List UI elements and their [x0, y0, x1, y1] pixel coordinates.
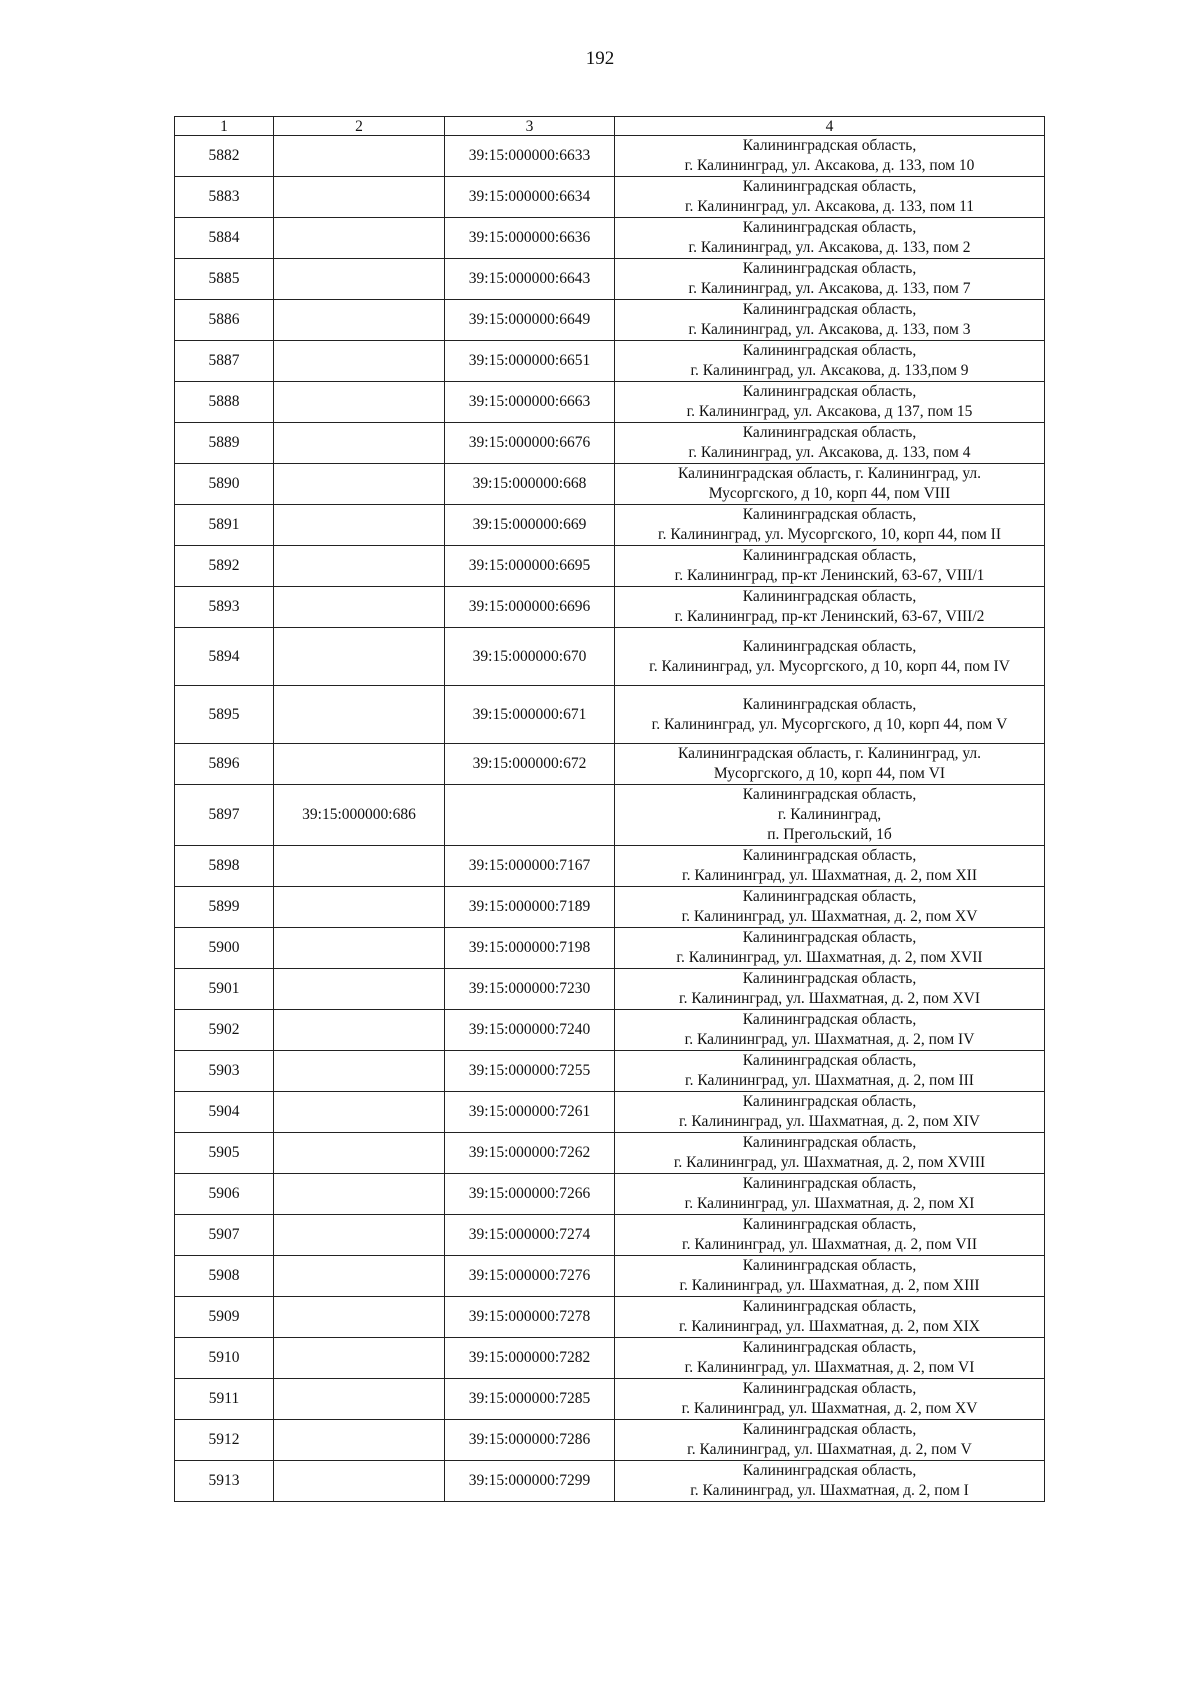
row-number-cell: 5886 — [175, 300, 274, 341]
cadastral-number-cell — [445, 785, 615, 846]
address-line: Калининградская область, г. Калининград, ул. — [677, 745, 982, 762]
cadastral-number-cell — [274, 177, 445, 218]
address-line: г. Калининград, ул. Аксакова, д. 133, пом 2 — [688, 239, 971, 256]
cadastral-number-cell: 39:15:000000:669 — [445, 505, 615, 546]
cadastral-number-cell: 39:15:000000:7261 — [445, 1092, 615, 1133]
address-line: Мусоргского, д 10, корп 44, пом VI — [713, 765, 946, 782]
row-number-cell: 5902 — [175, 1010, 274, 1051]
address-cell — [615, 628, 1045, 686]
cadastral-number-cell: 39:15:000000:668 — [445, 464, 615, 505]
address-line: Калининградская область, — [742, 301, 917, 318]
cadastral-number-cell: 39:15:000000:670 — [445, 628, 615, 686]
column-header-4: 4 — [615, 117, 1045, 136]
address-cell — [615, 218, 1045, 259]
cadastral-number-cell: 39:15:000000:6651 — [445, 341, 615, 382]
row-number-cell: 5910 — [175, 1338, 274, 1379]
cadastral-number-cell: 39:15:000000:686 — [274, 785, 445, 846]
table-body — [175, 136, 1045, 1502]
cadastral-number-cell — [274, 136, 445, 177]
row-number-cell: 5900 — [175, 928, 274, 969]
cadastral-number-cell: 39:15:000000:7266 — [445, 1174, 615, 1215]
address-line: Калининградская область, — [742, 1298, 917, 1315]
table-row — [175, 300, 1045, 341]
address-line: Калининградская область, — [742, 847, 917, 864]
address-line: Калининградская область, — [742, 1216, 917, 1233]
cadastral-number-cell — [274, 464, 445, 505]
address-cell — [615, 259, 1045, 300]
address-line: Калининградская область, — [742, 1462, 917, 1479]
cadastral-number-cell — [274, 1420, 445, 1461]
row-number-cell: 5895 — [175, 686, 274, 744]
row-number-cell: 5889 — [175, 423, 274, 464]
table-row — [175, 1256, 1045, 1297]
row-number-cell: 5882 — [175, 136, 274, 177]
table-header — [175, 117, 1045, 136]
table-row — [175, 546, 1045, 587]
table-row — [175, 1133, 1045, 1174]
address-line: Калининградская область, — [742, 342, 917, 359]
cadastral-number-cell — [274, 546, 445, 587]
address-cell — [615, 177, 1045, 218]
cadastral-number-cell: 39:15:000000:6643 — [445, 259, 615, 300]
cadastral-number-cell — [274, 887, 445, 928]
row-number-cell: 5906 — [175, 1174, 274, 1215]
table-row — [175, 1010, 1045, 1051]
address-cell — [615, 136, 1045, 177]
row-number-cell: 5888 — [175, 382, 274, 423]
address-line: Калининградская область, — [742, 383, 917, 400]
row-number-cell: 5913 — [175, 1461, 274, 1502]
column-header-1: 1 — [175, 117, 274, 136]
address-cell — [615, 1215, 1045, 1256]
address-line: Калининградская область, — [742, 1134, 917, 1151]
row-number-cell: 5899 — [175, 887, 274, 928]
address-cell — [615, 1092, 1045, 1133]
cadastral-number-cell — [274, 1133, 445, 1174]
table-row — [175, 1338, 1045, 1379]
cadastral-number-cell — [274, 628, 445, 686]
cadastral-number-cell — [274, 744, 445, 785]
address-cell — [615, 300, 1045, 341]
address-line: Калининградская область, — [742, 1011, 917, 1028]
cadastral-number-cell: 39:15:000000:6633 — [445, 136, 615, 177]
row-number-cell: 5892 — [175, 546, 274, 587]
address-cell — [615, 587, 1045, 628]
cadastral-number-cell — [274, 341, 445, 382]
cadastral-number-cell — [274, 218, 445, 259]
table-row — [175, 218, 1045, 259]
address-line: г. Калининград, ул. Шахматная, д. 2, пом VI — [684, 1359, 975, 1376]
registry-table — [174, 116, 1045, 1502]
address-line: г. Калининград, — [777, 806, 882, 823]
table-row — [175, 341, 1045, 382]
cadastral-number-cell — [274, 1215, 445, 1256]
address-line: г. Калининград, ул. Аксакова, д 137, пом 15 — [686, 403, 973, 420]
table-row — [175, 1215, 1045, 1256]
cadastral-number-cell — [274, 505, 445, 546]
cadastral-number-cell: 39:15:000000:7282 — [445, 1338, 615, 1379]
address-cell — [615, 1338, 1045, 1379]
row-number-cell: 5893 — [175, 587, 274, 628]
address-line: Калининградская область, — [742, 506, 917, 523]
address-cell — [615, 1133, 1045, 1174]
address-line: Калининградская область, г. Калининград, ул. — [677, 465, 982, 482]
address-cell — [615, 505, 1045, 546]
cadastral-number-cell: 39:15:000000:6649 — [445, 300, 615, 341]
address-line: Калининградская область, — [742, 424, 917, 441]
address-line: Калининградская область, — [742, 970, 917, 987]
address-line: г. Калининград, ул. Шахматная, д. 2, пом XV — [681, 1400, 978, 1417]
address-line: Калининградская область, — [742, 637, 917, 655]
cadastral-number-cell: 39:15:000000:7230 — [445, 969, 615, 1010]
address-line: г. Калининград, ул. Шахматная, д. 2, пом XVI — [679, 990, 980, 1007]
table-row — [175, 744, 1045, 785]
address-line: г. Калининград, ул. Шахматная, д. 2, пом XV — [681, 908, 978, 925]
cadastral-number-cell — [274, 259, 445, 300]
row-number-cell: 5901 — [175, 969, 274, 1010]
address-cell — [615, 1010, 1045, 1051]
cadastral-number-cell — [274, 1174, 445, 1215]
address-line: г. Калининград, ул. Аксакова, д. 133, пом 3 — [688, 321, 971, 338]
address-line: Калининградская область, — [742, 260, 917, 277]
table-row — [175, 259, 1045, 300]
address-cell — [615, 423, 1045, 464]
address-line: г. Калининград, пр-кт Ленинский, 63-67, VIII/2 — [674, 608, 985, 625]
address-line: Калининградская область, — [742, 1093, 917, 1110]
row-number-cell: 5894 — [175, 628, 274, 686]
address-line: Калининградская область, — [742, 137, 917, 154]
table-row — [175, 628, 1045, 686]
address-cell — [615, 1420, 1045, 1461]
row-number-cell: 5883 — [175, 177, 274, 218]
cadastral-number-cell: 39:15:000000:7278 — [445, 1297, 615, 1338]
cadastral-number-cell: 39:15:000000:672 — [445, 744, 615, 785]
cadastral-number-cell: 39:15:000000:7299 — [445, 1461, 615, 1502]
table-row — [175, 1297, 1045, 1338]
table-row — [175, 136, 1045, 177]
cadastral-number-cell: 39:15:000000:6676 — [445, 423, 615, 464]
address-line: Калининградская область, — [742, 1175, 917, 1192]
cadastral-number-cell: 39:15:000000:6634 — [445, 177, 615, 218]
table-row — [175, 928, 1045, 969]
row-number-cell: 5897 — [175, 785, 274, 846]
row-number-cell: 5903 — [175, 1051, 274, 1092]
address-cell — [615, 846, 1045, 887]
address-line: Калининградская область, — [742, 786, 917, 803]
table-row — [175, 686, 1045, 744]
address-line: г. Калининград, ул. Шахматная, д. 2, пом III — [685, 1072, 974, 1089]
table-row — [175, 1379, 1045, 1420]
cadastral-number-cell: 39:15:000000:7189 — [445, 887, 615, 928]
address-line: Калининградская область, — [742, 178, 917, 195]
cadastral-number-cell: 39:15:000000:6695 — [445, 546, 615, 587]
address-line: г. Калининград, ул. Шахматная, д. 2, пом XIV — [679, 1113, 980, 1130]
address-line: г. Калининград, ул. Аксакова, д. 133,пом 9 — [690, 362, 969, 379]
table-row — [175, 382, 1045, 423]
address-cell — [615, 1297, 1045, 1338]
address-cell — [615, 686, 1045, 744]
address-cell — [615, 887, 1045, 928]
address-line: Калининградская область, — [742, 1421, 917, 1438]
cadastral-number-cell: 39:15:000000:671 — [445, 686, 615, 744]
row-number-cell: 5890 — [175, 464, 274, 505]
row-number-cell: 5884 — [175, 218, 274, 259]
address-line: Калининградская область, — [742, 695, 917, 713]
cadastral-number-cell — [274, 382, 445, 423]
address-line: Калининградская область, — [742, 1380, 917, 1397]
address-line: г. Калининград, ул. Шахматная, д. 2, пом V — [687, 1441, 972, 1458]
table-row — [175, 1092, 1045, 1133]
row-number-cell: 5909 — [175, 1297, 274, 1338]
address-cell — [615, 1051, 1045, 1092]
address-line: г. Калининград, ул. Шахматная, д. 2, пом XII — [682, 867, 977, 884]
address-line: Калининградская область, — [742, 1257, 917, 1274]
address-cell — [615, 928, 1045, 969]
table-row — [175, 846, 1045, 887]
cadastral-number-cell: 39:15:000000:7286 — [445, 1420, 615, 1461]
cadastral-number-cell — [274, 686, 445, 744]
address-cell — [615, 341, 1045, 382]
row-number-cell: 5907 — [175, 1215, 274, 1256]
address-cell — [615, 1174, 1045, 1215]
table-row — [175, 423, 1045, 464]
address-line: г. Калининград, ул. Шахматная, д. 2, пом IV — [684, 1031, 975, 1048]
address-line: г. Калининград, ул. Шахматная, д. 2, пом XIX — [679, 1318, 980, 1335]
address-line: г. Калининград, ул. Мусоргского, 10, корп 44, пом II — [658, 526, 1001, 543]
column-header-2: 2 — [274, 117, 445, 136]
cadastral-number-cell: 39:15:000000:6636 — [445, 218, 615, 259]
cadastral-number-cell — [274, 1092, 445, 1133]
table-row — [175, 1461, 1045, 1502]
address-cell — [615, 785, 1045, 846]
cadastral-number-cell — [274, 1010, 445, 1051]
cadastral-number-cell: 39:15:000000:6663 — [445, 382, 615, 423]
table-row — [175, 464, 1045, 505]
row-number-cell: 5898 — [175, 846, 274, 887]
row-number-cell: 5885 — [175, 259, 274, 300]
row-number-cell: 5911 — [175, 1379, 274, 1420]
cadastral-number-cell — [274, 1379, 445, 1420]
address-line: г. Калининград, ул. Шахматная, д. 2, пом XVII — [676, 949, 983, 966]
table-row — [175, 1420, 1045, 1461]
address-line: г. Калининград, пр-кт Ленинский, 63-67, VIII/1 — [674, 567, 985, 584]
cadastral-number-cell: 39:15:000000:7276 — [445, 1256, 615, 1297]
address-line: г. Калининград, ул. Шахматная, д. 2, пом XVIII — [673, 1154, 986, 1171]
address-line: г. Калининград, ул. Аксакова, д. 133, пом 7 — [688, 280, 971, 297]
cadastral-number-cell: 39:15:000000:7198 — [445, 928, 615, 969]
address-line: г. Калининград, ул. Шахматная, д. 2, пом I — [690, 1482, 969, 1499]
row-number-cell: 5912 — [175, 1420, 274, 1461]
table-row — [175, 177, 1045, 218]
cadastral-number-cell — [274, 928, 445, 969]
cadastral-number-cell — [274, 587, 445, 628]
table-row — [175, 505, 1045, 546]
cadastral-number-cell: 39:15:000000:7285 — [445, 1379, 615, 1420]
address-line: г. Калининград, ул. Мусоргского, д 10, корп 44, пом IV — [649, 657, 1010, 675]
address-line: п. Прегольский, 1б — [767, 826, 892, 843]
address-line: Калининградская область, — [742, 547, 917, 564]
address-cell — [615, 464, 1045, 505]
address-cell — [615, 744, 1045, 785]
cadastral-number-cell — [274, 1051, 445, 1092]
address-line: г. Калининград, ул. Шахматная, д. 2, пом VII — [682, 1236, 977, 1253]
cadastral-number-cell: 39:15:000000:7240 — [445, 1010, 615, 1051]
cadastral-number-cell — [274, 1297, 445, 1338]
table-row — [175, 887, 1045, 928]
cadastral-number-cell: 39:15:000000:7262 — [445, 1133, 615, 1174]
row-number-cell: 5904 — [175, 1092, 274, 1133]
table-row — [175, 785, 1045, 846]
table-row — [175, 1051, 1045, 1092]
address-cell — [615, 546, 1045, 587]
address-line: Калининградская область, — [742, 588, 917, 605]
cadastral-number-cell — [274, 1338, 445, 1379]
row-number-cell: 5896 — [175, 744, 274, 785]
cadastral-number-cell — [274, 300, 445, 341]
address-line: г. Калининград, ул. Аксакова, д. 133, пом 10 — [684, 157, 975, 174]
address-cell — [615, 1461, 1045, 1502]
address-line: Калининградская область, — [742, 1339, 917, 1356]
table-row — [175, 1174, 1045, 1215]
address-cell — [615, 969, 1045, 1010]
address-line: г. Калининград, ул. Аксакова, д. 133, пом 4 — [688, 444, 971, 461]
address-line: Калининградская область, — [742, 219, 917, 236]
address-line: Калининградская область, — [742, 888, 917, 905]
cadastral-number-cell — [274, 1256, 445, 1297]
table-row — [175, 587, 1045, 628]
row-number-cell: 5905 — [175, 1133, 274, 1174]
row-number-cell: 5891 — [175, 505, 274, 546]
cadastral-number-cell: 39:15:000000:6696 — [445, 587, 615, 628]
address-line: г. Калининград, ул. Мусоргского, д 10, корп 44, пом V — [651, 715, 1008, 733]
cadastral-number-cell: 39:15:000000:7255 — [445, 1051, 615, 1092]
address-line: Мусоргского, д 10, корп 44, пом VIII — [708, 485, 951, 502]
header-row — [175, 117, 1045, 136]
address-cell — [615, 382, 1045, 423]
cadastral-number-cell: 39:15:000000:7274 — [445, 1215, 615, 1256]
cadastral-number-cell — [274, 846, 445, 887]
address-cell — [615, 1256, 1045, 1297]
row-number-cell: 5908 — [175, 1256, 274, 1297]
address-line: Калининградская область, — [742, 929, 917, 946]
cadastral-number-cell: 39:15:000000:7167 — [445, 846, 615, 887]
cadastral-number-cell — [274, 423, 445, 464]
address-cell — [615, 1379, 1045, 1420]
table-row — [175, 969, 1045, 1010]
column-header-3: 3 — [445, 117, 615, 136]
address-line: г. Калининград, ул. Шахматная, д. 2, пом XIII — [679, 1277, 980, 1294]
cadastral-number-cell — [274, 1461, 445, 1502]
address-line: г. Калининград, ул. Шахматная, д. 2, пом XI — [684, 1195, 975, 1212]
address-line: Калининградская область, — [742, 1052, 917, 1069]
address-line: г. Калининград, ул. Аксакова, д. 133, пом 11 — [684, 198, 975, 215]
row-number-cell: 5887 — [175, 341, 274, 382]
page-number: 192 — [585, 48, 615, 69]
cadastral-number-cell — [274, 969, 445, 1010]
